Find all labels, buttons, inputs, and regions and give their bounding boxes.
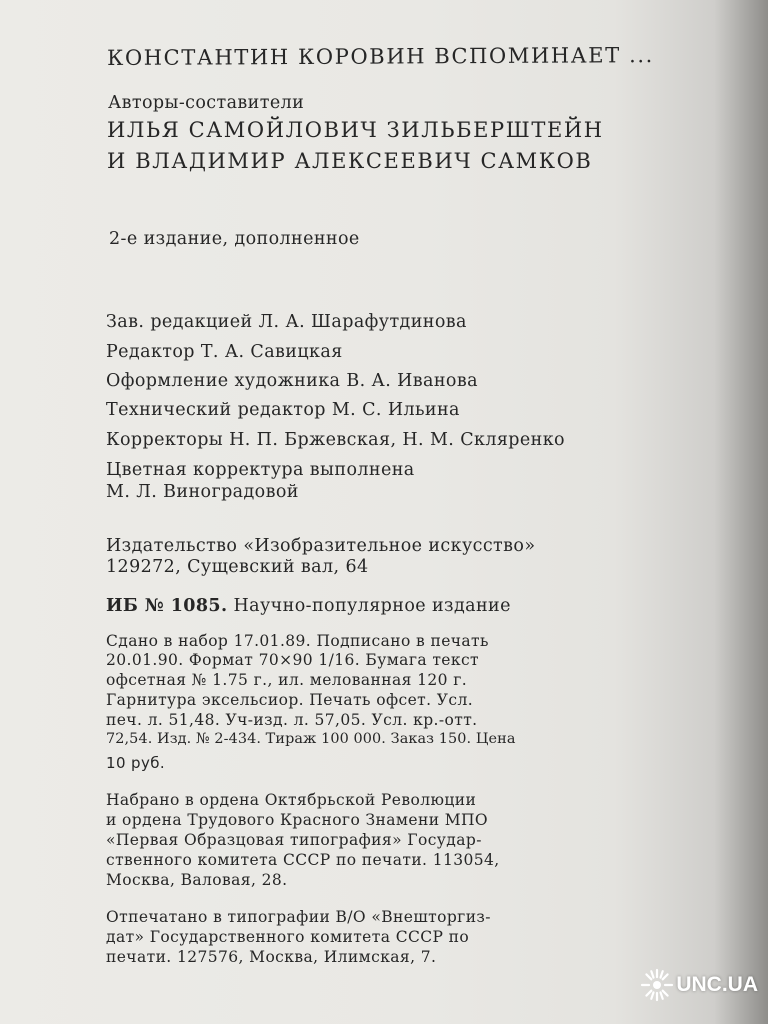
price: 10 руб.: [106, 754, 166, 772]
credit-line: М. Л. Виноградовой: [106, 482, 299, 502]
print-details-line: 20.01.90. Формат 70×90 1/16. Бумага текст: [106, 651, 480, 669]
compilers-label: Авторы-составители: [108, 93, 305, 113]
credit-line: Цветная корректура выполнена: [106, 460, 415, 480]
typeset-line: и ордена Трудового Красного Знамени МПО: [106, 811, 489, 829]
print-details-line: офсетная № 1.75 г., ил. мелованная 120 г.: [106, 671, 468, 689]
publisher-address: 129272, Сущевский вал, 64: [106, 557, 369, 577]
book-title: КОНСТАНТИН КОРОВИН ВСПОМИНАЕТ ...: [107, 43, 654, 70]
ib-line: [106, 596, 511, 616]
print-details-line: печ. л. 51,48. Уч-изд. л. 57,05. Усл. кр.-отт.: [106, 711, 478, 729]
compiler-name: ИЛЬЯ САМОЙЛОВИЧ ЗИЛЬБЕРШТЕЙН: [107, 118, 604, 142]
printed-line: Отпечатано в типографии В/О «Внешторгиз-: [106, 908, 491, 926]
print-details-line: 72,54. Изд. № 2-434. Тираж 100 000. Заказ 150. Цена: [106, 731, 516, 747]
typeset-line: «Первая Образцовая типография» Государ-: [106, 831, 482, 849]
printed-line: дат» Государственного комитета СССР по: [106, 928, 470, 946]
edition-note: 2-е издание, дополненное: [109, 229, 360, 249]
publisher-name: Издательство «Изобразительное искусство»: [106, 536, 536, 556]
printed-line: печати. 127576, Москва, Илимская, 7.: [106, 948, 437, 966]
credit-line: Технический редактор М. С. Ильина: [106, 400, 460, 420]
typeset-line: ственного комитета СССР по печати. 113054,: [106, 851, 500, 869]
credit-line: Оформление художника В. А. Иванова: [106, 371, 478, 391]
print-details-line: Гарнитура эксельсиор. Печать офсет. Усл.: [106, 691, 474, 709]
ib-type: Научно-популярное издание: [233, 596, 511, 616]
compiler-name: И ВЛАДИМИР АЛЕКСЕЕВИЧ САМКОВ: [107, 149, 593, 173]
typeset-line: Набрано в ордена Октябрьской Революции: [106, 791, 477, 809]
credit-line: Корректоры Н. П. Бржевская, Н. М. Скляренко: [106, 430, 565, 450]
print-details-line: Сдано в набор 17.01.89. Подписано в печать: [106, 632, 489, 650]
watermark: [640, 968, 758, 1002]
sunburst-logo-icon: [640, 968, 674, 1002]
typeset-line: Москва, Валовая, 28.: [106, 871, 288, 889]
watermark-text: UNC.UA: [676, 973, 758, 996]
ib-number: ИБ № 1085.: [106, 596, 228, 616]
credit-line: Зав. редакцией Л. А. Шарафутдинова: [106, 312, 467, 332]
credit-line: Редактор Т. А. Савицкая: [106, 342, 343, 362]
